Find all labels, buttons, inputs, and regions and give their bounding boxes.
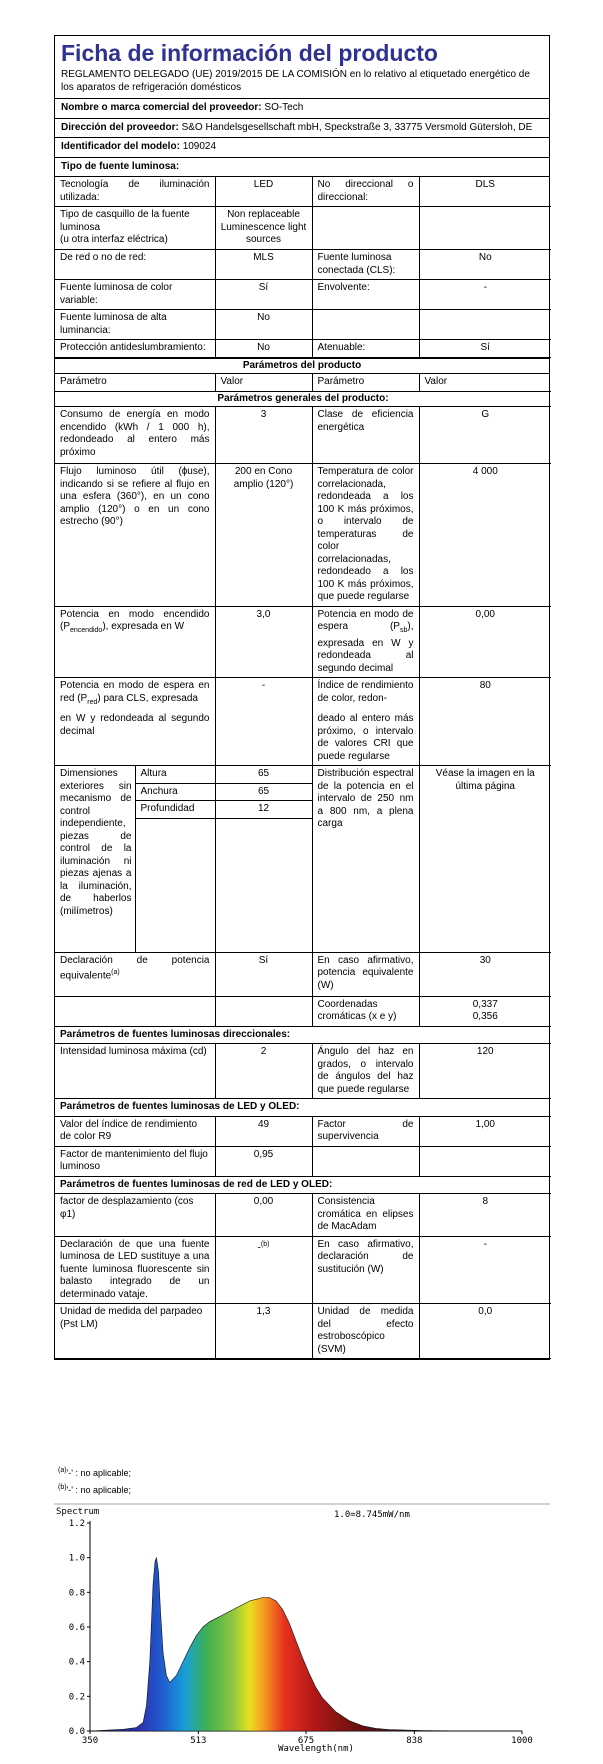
general-params-heading: Parámetros generales del producto: xyxy=(55,391,551,407)
table-cell: 12 xyxy=(215,801,312,819)
table-cell: 65 xyxy=(215,783,312,801)
footnote-a xyxy=(58,1467,131,1478)
table-cell: Fuente luminosa conectada (CLS): xyxy=(312,250,419,280)
table-cell: Flujo luminoso útil (ɸuse), indicando si se refiere al flujo en una esfera (360°), en un cono amplio (120°) o en un cono estrecho (90°) xyxy=(55,464,215,607)
table-cell: deado al entero más próximo, o intervalo de valores CRI que puede regularse xyxy=(312,711,419,766)
table-cell: MLS xyxy=(215,250,312,280)
table-cell: 4 000 xyxy=(419,464,551,607)
table-row xyxy=(55,1116,551,1146)
table-row xyxy=(55,952,551,996)
table-cell: Consistencia cromática en elipses de MacAdam xyxy=(312,1194,419,1237)
model-row xyxy=(55,137,549,157)
table-cell: Altura xyxy=(135,766,215,784)
table-row xyxy=(55,250,551,280)
table-cell: Anchura xyxy=(135,783,215,801)
footnote-a-text: '-' : no aplicable; xyxy=(66,1468,132,1478)
x-tick-label: 350 xyxy=(81,1736,99,1746)
table-cell: Sí xyxy=(215,280,312,310)
table-cell: No xyxy=(215,340,312,358)
table-cell: Distribución espectral de la potencia en el intervalo de 250 nm a 800 nm, a plena carga xyxy=(312,766,419,953)
table-cell: Valor del índice de rendimiento de color R9 xyxy=(55,1116,215,1146)
table-cell: - xyxy=(419,1236,551,1304)
table-cell: Consumo de energía en modo encendido (kWh / 1 000 h), redondeado al entero más próximo xyxy=(55,407,215,464)
table-row xyxy=(55,711,551,766)
table-cell: 1,3 xyxy=(215,1304,312,1359)
table-cell xyxy=(419,996,551,1026)
table-cell xyxy=(215,818,312,952)
table-cell: factor de desplazamiento (cos φ1) xyxy=(55,1194,215,1237)
table-cell: Coordenadas cromáticas (x e y) xyxy=(312,996,419,1026)
table-cell xyxy=(312,1146,419,1176)
table-cell xyxy=(312,310,419,340)
x-axis-label: Wavelength(nm) xyxy=(278,1744,354,1754)
table-cell: Envolvente: xyxy=(312,280,419,310)
column-header: Valor xyxy=(419,374,551,391)
table-cell: Clase de eficiencia energética xyxy=(312,407,419,464)
table-cell: 200 en Cono amplio (120°) xyxy=(215,464,312,607)
supplier-address-row xyxy=(55,118,549,138)
table-row xyxy=(55,1099,551,1117)
table-cell xyxy=(55,996,215,1026)
table-cell: G xyxy=(419,407,551,464)
power-on-label-a: Potencia en modo encendido (P xyxy=(60,608,210,632)
y-tick-label: 1.0 xyxy=(68,1553,85,1564)
table-cell: 30 xyxy=(419,952,551,996)
table-cell: - xyxy=(419,280,551,310)
table-cell xyxy=(312,606,419,678)
table-cell: Tipo de casquillo de la fuente luminosa (u otra interfaz eléctrica) xyxy=(55,207,215,250)
table-cell: 0,95 xyxy=(215,1146,312,1176)
table-cell: en W y redondeada al segundo decimal xyxy=(55,711,215,766)
table-cell: Declaración de que una fuente luminosa de LED sustituye a una fuente luminosa fluorescente sin balasto integrado de un determinado vataje. xyxy=(55,1236,215,1304)
table-cell: Unidad de medida del parpadeo (Pst LM) xyxy=(55,1304,215,1359)
table-row xyxy=(55,340,551,358)
page-title: Ficha de información del producto xyxy=(61,40,438,66)
column-header: Valor xyxy=(215,374,312,391)
spectrum-chart xyxy=(54,1503,550,1756)
table-cell xyxy=(55,952,215,996)
chart-scale-note: 1.0=8.745mW/nm xyxy=(334,1510,410,1520)
supplier-address-label: Dirección del proveedor: xyxy=(61,121,179,133)
power-on-label-b: ), expresada en W xyxy=(102,621,185,632)
spectrum-area xyxy=(90,1558,522,1731)
product-params-table xyxy=(55,374,551,1359)
table-cell: 8 xyxy=(419,1194,551,1237)
product-params-heading: Parámetros del producto xyxy=(55,358,549,374)
supplier-name-row xyxy=(55,98,549,118)
table-cell xyxy=(215,996,312,1026)
footnote-b-sup: (b) xyxy=(58,1484,67,1491)
table-row xyxy=(55,1236,551,1304)
table-row xyxy=(55,1044,551,1099)
source-type-heading: Tipo de fuente luminosa: xyxy=(55,157,549,177)
standby-label-b: ), expresada en W y redondeada al segundo decimal xyxy=(317,621,414,674)
table-cell: 80 xyxy=(419,678,551,712)
table-row xyxy=(55,606,551,678)
table-row xyxy=(55,1146,551,1176)
table-cell xyxy=(419,1146,551,1176)
x-tick-label: 513 xyxy=(190,1736,207,1746)
table-cell: Véase la imagen en la última página xyxy=(419,766,551,953)
led-heading: Parámetros de fuentes luminosas de LED y OLED: xyxy=(55,1099,551,1117)
table-cell: No direccional o direccional: xyxy=(312,177,419,207)
y-tick-label: 1.2 xyxy=(68,1519,85,1529)
table-row xyxy=(55,1176,551,1194)
table-row xyxy=(55,678,551,712)
table-cell xyxy=(419,310,551,340)
mains-led-heading: Parámetros de fuentes luminosas de red de LED y OLED: xyxy=(55,1176,551,1194)
table-cell: Fuente luminosa de alta luminancia: xyxy=(55,310,215,340)
directional-heading: Parámetros de fuentes luminosas direccionales: xyxy=(55,1026,551,1044)
supplier-address-value: S&O Handelsgesellschaft mbH, Speckstraße 3, 33775 Versmold Gütersloh, DE xyxy=(181,121,533,133)
table-cell: Tecnología de iluminación utilizada: xyxy=(55,177,215,207)
table-row xyxy=(55,207,551,250)
table-cell: Protección antideslumbramiento: xyxy=(55,340,215,358)
table-cell: Factor de mantenimiento del flujo luminoso xyxy=(55,1146,215,1176)
power-on-sub: encendido xyxy=(70,627,103,634)
y-tick-label: 0.0 xyxy=(68,1727,85,1737)
table-cell: 0,00 xyxy=(215,1194,312,1237)
footnote-b xyxy=(58,1484,131,1495)
table-cell: 65 xyxy=(215,766,312,784)
supplier-name-label: Nombre o marca comercial del proveedor: xyxy=(61,102,262,113)
table-row xyxy=(55,766,551,784)
table-cell: En caso afirmativo, potencia equivalente (W) xyxy=(312,952,419,996)
table-cell: - xyxy=(215,678,312,712)
table-cell xyxy=(55,606,215,678)
source-type-table xyxy=(55,177,551,358)
column-header: Parámetro xyxy=(312,374,419,391)
table-cell: Non replaceable Luminescence light sources xyxy=(215,207,312,250)
product-info-sheet xyxy=(54,35,550,1360)
table-cell xyxy=(419,207,551,250)
footnote-b-text: '-' : no aplicable; xyxy=(66,1485,132,1495)
table-cell: Fuente luminosa de color variable: xyxy=(55,280,215,310)
table-cell: Factor de supervivencia xyxy=(312,1116,419,1146)
network-label-a: Potencia en modo de espera en red (P xyxy=(60,680,210,704)
table-cell: Ángulo del haz en grados, o intervalo de ángulos del haz que puede regularse xyxy=(312,1044,419,1099)
table-row xyxy=(55,1194,551,1237)
table-cell: 1,00 xyxy=(419,1116,551,1146)
table-cell xyxy=(312,207,419,250)
column-header: Parámetro xyxy=(55,374,215,391)
standby-label-a: Potencia en modo de espera (P xyxy=(317,608,414,632)
table-row xyxy=(55,280,551,310)
table-cell: Atenuable: xyxy=(312,340,419,358)
network-label-b: ) para CLS, expresada xyxy=(97,692,198,704)
table-row xyxy=(55,464,551,607)
table-row xyxy=(55,1304,551,1359)
x-tick-label: 675 xyxy=(297,1736,315,1746)
y-tick-label: 0.8 xyxy=(68,1588,85,1599)
chart-plot-area xyxy=(90,1558,522,1731)
table-cell: DLS xyxy=(419,177,551,207)
table-cell: 120 xyxy=(419,1044,551,1099)
x-tick-label: 838 xyxy=(406,1736,423,1746)
table-cell xyxy=(419,711,551,766)
table-cell: 49 xyxy=(215,1116,312,1146)
chroma-y: 0,356 xyxy=(472,1011,498,1022)
table-row xyxy=(55,1026,551,1044)
table-cell xyxy=(55,678,215,712)
model-label: Identificador del modelo: xyxy=(61,141,180,152)
table-cell: 3 xyxy=(215,407,312,464)
table-cell: Sí xyxy=(419,340,551,358)
table-cell: De red o no de red: xyxy=(55,250,215,280)
replace-sup: (b) xyxy=(260,1240,270,1248)
replace-value: - xyxy=(257,1241,261,1253)
table-cell: Dimensiones exteriores sin mecanismo de control independiente, piezas de control de la iluminación ni piezas ajenas a la iluminación, de haberlos (milímetros) xyxy=(55,766,135,953)
regulation-text: REGLAMENTO DELEGADO (UE) 2019/2015 DE LA COMISIÓN en lo relativo al etiquetado energético de los aparatos de refrigeración domésticos xyxy=(61,69,530,93)
standby-sub: sb xyxy=(399,627,408,634)
table-cell: 0,0 xyxy=(419,1304,551,1359)
table-cell xyxy=(215,711,312,766)
y-tick-label: 0.2 xyxy=(68,1692,85,1703)
y-tick-label: 0.6 xyxy=(68,1623,85,1633)
table-cell: No xyxy=(215,310,312,340)
table-header-row xyxy=(55,374,551,391)
supplier-name-value: SO-Tech xyxy=(264,102,304,113)
table-cell: LED xyxy=(215,177,312,207)
table-row xyxy=(55,391,551,407)
chart-title: Spectrum xyxy=(56,1507,100,1517)
table-cell xyxy=(135,818,215,952)
table-cell: Sí xyxy=(215,952,312,996)
table-row xyxy=(55,407,551,464)
table-cell: 3,0 xyxy=(215,606,312,678)
table-row xyxy=(55,177,551,207)
network-sub: red xyxy=(87,698,98,706)
model-value: 109024 xyxy=(182,141,217,152)
footnote-a-sup: (a) xyxy=(58,1467,67,1474)
table-cell: Profundidad xyxy=(135,801,215,819)
equiv-label: Declaración de potencia equivalente xyxy=(60,954,210,982)
table-cell: Índice de rendimiento de color, redon- xyxy=(312,678,419,712)
table-cell xyxy=(215,1236,312,1304)
table-cell: 0,00 xyxy=(419,606,551,678)
table-cell: Temperatura de color correlacionada, redondeada a los 100 K más próximos, o intervalo de temperaturas de color correlacionadas, redondeado a los 100 K más próximos, que puede regularse xyxy=(312,464,419,607)
table-cell: No xyxy=(419,250,551,280)
table-cell: En caso afirmativo, declaración de sustitución (W) xyxy=(312,1236,419,1304)
table-cell: Intensidad luminosa máxima (cd) xyxy=(55,1044,215,1099)
equiv-sup: (a) xyxy=(111,969,120,976)
y-tick-label: 0.4 xyxy=(68,1657,85,1668)
x-tick-label: 1000 xyxy=(511,1736,533,1746)
chroma-x: 0,337 xyxy=(472,998,498,1010)
table-row xyxy=(55,310,551,340)
table-row xyxy=(55,996,551,1026)
table-cell: Unidad de medida del efecto estroboscópico (SVM) xyxy=(312,1304,419,1359)
table-cell: 2 xyxy=(215,1044,312,1099)
